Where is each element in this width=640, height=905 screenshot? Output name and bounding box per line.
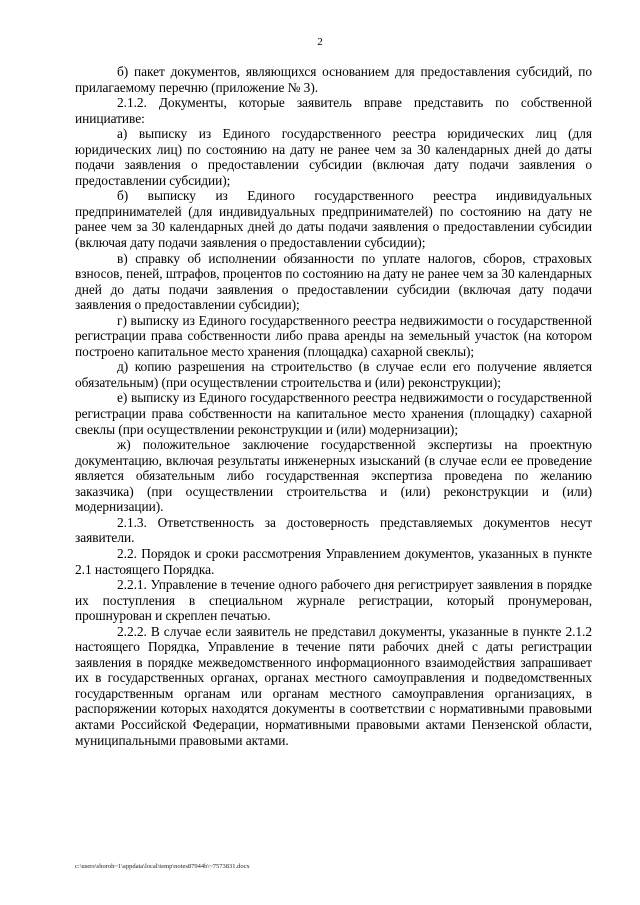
paragraph-item-zh-expertise: ж) положительное заключение государственной экспертизы на проектную документацию, включая результаты инженерных изысканий (в случае если ее проведение является обязательным либо государственная экспертиза проведена по желанию заказчика) (при осуществлении строительства и (или) реконструкции и (или) модернизации). <box>75 437 592 515</box>
paragraph-item-a-legal-entities: а) выписку из Единого государственного реестра юридических лиц (для юридических лиц) по состоянию на дату не ранее чем за 30 календарных дней до даты подачи заявления о предоставлении субсидии (включая дату подачи заявления о предоставлении субсидии); <box>75 126 592 188</box>
paragraph-item-d-construction-permit: д) копию разрешения на строительство (в случае если его получение является обязательным) (при осуществлении строительства и (или) реконструкции); <box>75 359 592 390</box>
footer-file-path: c:\users\shoroh~1\appdata\local\temp\notes87944b\~7573831.docx <box>75 863 250 870</box>
paragraph-2-2: 2.2. Порядок и сроки рассмотрения Управлением документов, указанных в пункте 2.1 настоящего Порядка. <box>75 545 592 577</box>
paragraph-item-v-tax-certificate: в) справку об исполнении обязанности по уплате налогов, сборов, страховых взносов, пеней, штрафов, процентов по состоянию на дату не ранее чем за 30 календарных дней до даты подачи заявления о предоставлении субсидии (включая дату подачи заявления о предоставлении субсидии); <box>75 250 592 313</box>
paragraph-2-2-1: 2.2.1. Управление в течение одного рабочего дня регистрирует заявления в порядке их поступления в специальном журнале регистрации, который пронумерован, прошнурован и скреплен печатью. <box>75 577 592 624</box>
document-body <box>75 64 592 748</box>
paragraph-2-1-2-heading: 2.1.2. Документы, которые заявитель вправе представить по собственной инициативе: <box>75 95 592 126</box>
paragraph-item-e-storage-registry: е) выписку из Единого государственного реестра недвижимости о государственной регистрации права собственности на капитальное место хранения (площадку) сахарной свеклы (при осуществлении реконструкции и (или) модернизации); <box>75 390 592 437</box>
paragraph-item-b-package: б) пакет документов, являющихся основанием для предоставления субсидий, по прилагаемому перечню (приложение № 3). <box>75 64 592 95</box>
page-number: 2 <box>317 36 323 48</box>
paragraph-2-1-3: 2.1.3. Ответственность за достоверность представляемых документов несут заявители. <box>75 514 592 546</box>
paragraph-2-2-2: 2.2.2. В случае если заявитель не представил документы, указанные в пункте 2.1.2 настоящего Порядка, Управление в течение пяти рабочих дней с даты регистрации заявления в порядке межведомственного информационного взаимодействия запрашивает их в государственных органах, органах местного самоуправления и подведомственных государственным органам или органам местного самоуправления организациях, в распоряжении которых находятся документы в соответствии с нормативными правовыми актами Российской Федерации, нормативными правовыми актами Пензенской области, муниципальными правовыми актами. <box>75 623 592 748</box>
paragraph-item-b-entrepreneurs: б) выписку из Единого государственного реестра индивидуальных предпринимателей (для индивидуальных предпринимателей) по состоянию на дату не ранее чем за 30 календарных дней до даты подачи заявления о предоставлении субсидии (включая дату подачи заявления о предоставлении субсидии); <box>75 188 592 251</box>
paragraph-item-g-land-registry: г) выписку из Единого государственного реестра недвижимости о государственной регистрации права собственности либо права аренды на земельный участок (на котором построено капитальное место хранения (площадка) сахарной свеклы); <box>75 312 592 359</box>
